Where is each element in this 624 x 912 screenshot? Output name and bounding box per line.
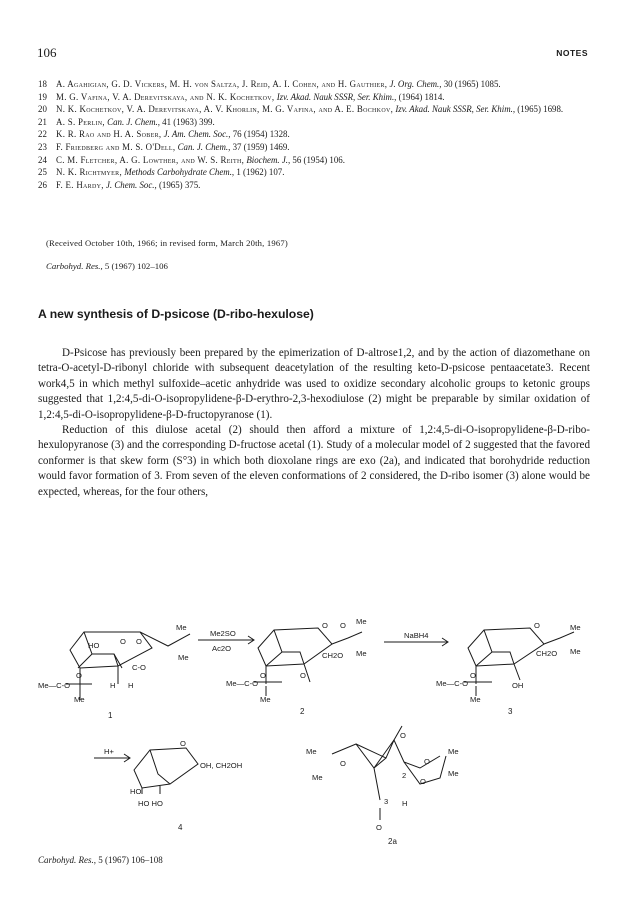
label-me: Me [74,695,85,704]
reference-item: 23 F. Friedberg and M. S. O'Dell, Can. J. Chem., 37 (1959) 1469. [38,141,290,152]
structure-4 [130,739,242,832]
label-c-o: C-O [132,663,146,672]
compound-label-1: 1 [108,711,113,720]
label-me-c-o: Me—C-O [38,681,71,690]
running-head: NOTES [556,48,588,58]
label-o: O [180,739,186,748]
label-o: O [470,671,476,680]
reference-item: 18 A. Agahigian, G. D. Vickers, M. H. von Saltza, J. Reid, A. I. Cohen, and H. Gauthier, J. Org. Chem., 30 (1965) 1085. [38,79,501,89]
reference-list [38,78,590,191]
label-me-c-o: Me—C-O [436,679,469,688]
received-date: (Received October 10th, 1966; in revised form, March 20th, 1967) [46,238,288,248]
structure-1 [38,623,190,720]
reference-item: 19 M. G. Vafina, V. A. Derevitskaya, and N. K. Kochetkov, Izv. Akad. Nauk SSSR, Ser. Khim., (1964) 1814. [38,91,445,102]
compound-label-3: 3 [508,707,513,716]
label-o: O [322,621,328,630]
reagent-label: Ac2O [212,644,231,653]
reference-item: 24 C. M. Fletcher, A. G. Lowther, and W. S. Reith, Biochem. J., 56 (1954) 106. [38,154,345,165]
label-ho: HO [88,641,100,650]
label-o: O [136,637,142,646]
label-o: O [76,671,82,680]
structure-3 [436,621,581,716]
page-footer: Carbohyd. Res., 5 (1967) 106–108 [38,855,163,865]
label-h: H [402,799,408,808]
label-me: Me [356,649,367,658]
label-o: O [400,731,406,740]
article-citation: Carbohyd. Res., 5 (1967) 102–106 [46,261,168,271]
article-body [38,346,590,500]
reference-item: 20 N. K. Kochetkov, V. A. Derevitskaya, A. V. Khorlin, M. G. Vafina, and A. E. Bochkov, Izv. Akad. Nauk SSSR, Ser. Khim., (1965) 1698. [38,104,564,115]
reference-item: 25 N. K. Richtmyer, Methods Carbohydrate Chem., 1 (1962) 107. [38,167,285,178]
label-me: Me [570,647,581,656]
label-me: Me [470,695,481,704]
label-o: O [300,671,306,680]
label-o: O [420,777,426,786]
label-me: Me [312,773,323,782]
label-me-c-o: Me—C-O [226,679,259,688]
page-number: 106 [37,45,57,60]
label-o: O [340,759,346,768]
reagent-label: Me2SO [210,629,236,638]
article-title: A new synthesis of D-psicose (D-ribo-hexulose) [38,307,314,321]
label-me: Me [448,747,459,756]
label-oh-ch2oh: OH, CH2OH [200,761,243,770]
structure-2 [226,617,367,716]
reference-item: 21 A. S. Perlin, Can. J. Chem., 41 (1963) 399. [38,116,215,127]
label-o: O [120,637,126,646]
label-o: O [424,757,430,766]
reaction-scheme-drawing [0,608,624,848]
compound-label-2: 2 [300,707,305,716]
label-me: Me [356,617,367,626]
label-o: O [340,621,346,630]
compound-label-2a: 2a [388,837,397,846]
label-ho: HO [130,787,142,796]
label-me: Me [306,747,317,756]
label-o: O [260,671,266,680]
label-h: H [128,681,134,690]
label-o: O [376,823,382,832]
reaction-scheme [0,608,624,848]
compound-label-4: 4 [178,823,183,832]
structure-2a [306,726,459,846]
paragraph: Reduction of this diulose acetal (2) should then afford a mixture of 1,2:4,5-di-O-isopropylidene-β-D-ribo-hexulopyranose (3) and the corresponding D-fructose acetal (1). Study of a molecular model of 2 suggested that the favored conformer is that skew form (S°3) in which both dioxolane rings are exo (2a), and indicated that borohydride reduction would favor formation of 3. From seven of the eleven conformations of 2 considered, the D-ribo isomer (3) alone would be expected, whereas, for the four others, [38,424,590,498]
reagent-label: NaBH4 [404,631,429,640]
label-me: Me [448,769,459,778]
paragraph: D-Psicose has previously been prepared by the epimerization of D-altrose1,2, and by the action of diazomethane on tetra-O-acetyl-D-ribonyl chloride with subsequent deacetylation of the resulting keto-D-psicose pentaacetate3. Recent work4,5 in which methyl sulfoxide–acetic anhydride was used to oxidize secondary alcoholic groups to ketonic groups suggested that 1,2:4,5-di-O-isopropylidene-β-D-erythro-2,3-hexodiulose (2) might be preparable by similar oxidation of 1,2:4,5-di-O-isopropylidene-β-D-fructopyranose (1). [38,347,590,421]
label-me: Me [260,695,271,704]
label-ch2o: CH2O [536,649,558,658]
label-atom-3: 3 [384,797,389,806]
label-atom-2: 2 [402,771,407,780]
label-h: H [110,681,116,690]
label-ch2o: CH2O [322,651,344,660]
label-ho-ho: HO HO [138,799,163,808]
label-oh: OH [512,681,524,690]
label-me: Me [178,653,189,662]
label-me: Me [176,623,187,632]
reference-item: 22 K. R. Rao and H. A. Sober, J. Am. Chem. Soc., 76 (1954) 1328. [38,129,290,140]
reference-item: 26 F. E. Hardy, J. Chem. Soc., (1965) 375. [38,179,201,190]
label-o: O [534,621,540,630]
label-me: Me [570,623,581,632]
reagent-label: H+ [104,747,114,756]
